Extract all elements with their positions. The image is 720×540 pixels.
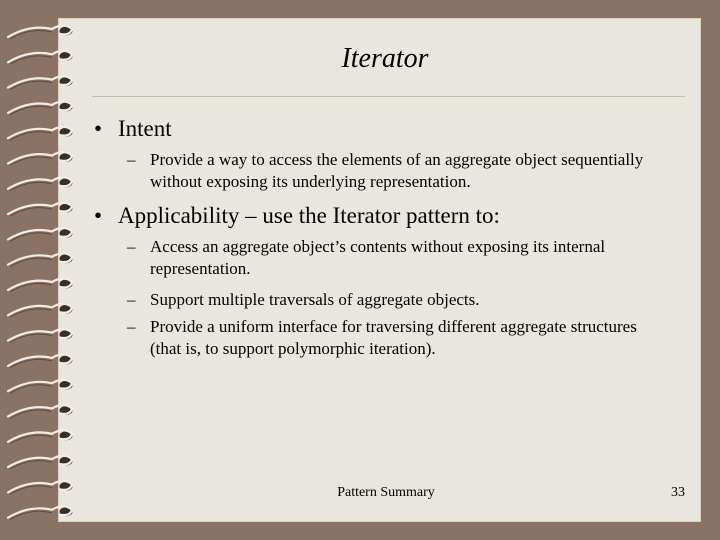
sub-bullet-text: Provide a uniform interface for traversing different aggregate structures (that is, to support polymorphic iteration).	[150, 317, 637, 358]
ring-icon	[8, 279, 73, 293]
footer-label: Pattern Summary	[337, 485, 435, 500]
ring-icon	[8, 456, 73, 470]
bullet-intent	[94, 115, 172, 142]
ring-icon	[8, 177, 73, 191]
bullet-applicability	[94, 202, 500, 229]
ring-icon	[8, 76, 73, 90]
ring-icon	[8, 26, 73, 40]
sub-bullet-applicability-1	[127, 236, 667, 280]
sub-bullet-applicability-2	[127, 289, 667, 311]
bullet-label: Intent	[118, 116, 172, 141]
ring-icon	[8, 380, 73, 394]
ring-icon	[8, 101, 73, 115]
sub-bullet-mark: –	[127, 317, 136, 336]
ring-icon	[8, 127, 73, 141]
sub-bullet-text: Access an aggregate object’s contents without exposing its internal representation.	[150, 237, 606, 278]
bullet-mark: •	[94, 116, 103, 141]
sub-bullet-mark: –	[127, 290, 136, 309]
ring-icon	[8, 481, 73, 495]
bullet-mark: •	[94, 203, 103, 228]
sub-bullet-mark: –	[127, 150, 136, 169]
ring-icon	[8, 430, 73, 444]
ring-icon	[8, 253, 73, 267]
bullet-label: Applicability – use the Iterator pattern to:	[118, 203, 500, 228]
ring-icon	[8, 51, 73, 65]
page-number: 33	[671, 485, 685, 500]
title-divider	[92, 96, 685, 97]
spiral-binding-icon	[0, 0, 95, 540]
sub-bullet-text: Provide a way to access the elements of an aggregate object sequentially without exposing its underlying representation.	[150, 150, 644, 191]
ring-icon	[8, 228, 73, 242]
slide-title: Iterator	[341, 43, 429, 74]
ring-icon	[8, 304, 73, 318]
ring-icon	[8, 405, 73, 419]
ring-icon	[8, 506, 73, 520]
sub-bullet-intent-1	[127, 149, 667, 193]
ring-icon	[8, 354, 73, 368]
sub-bullet-mark: –	[127, 237, 136, 256]
sub-bullet-text: Support multiple traversals of aggregate objects.	[150, 290, 480, 309]
sub-bullet-applicability-3	[127, 316, 667, 360]
ring-icon	[8, 152, 73, 166]
ring-icon	[8, 203, 73, 217]
ring-icon	[8, 329, 73, 343]
